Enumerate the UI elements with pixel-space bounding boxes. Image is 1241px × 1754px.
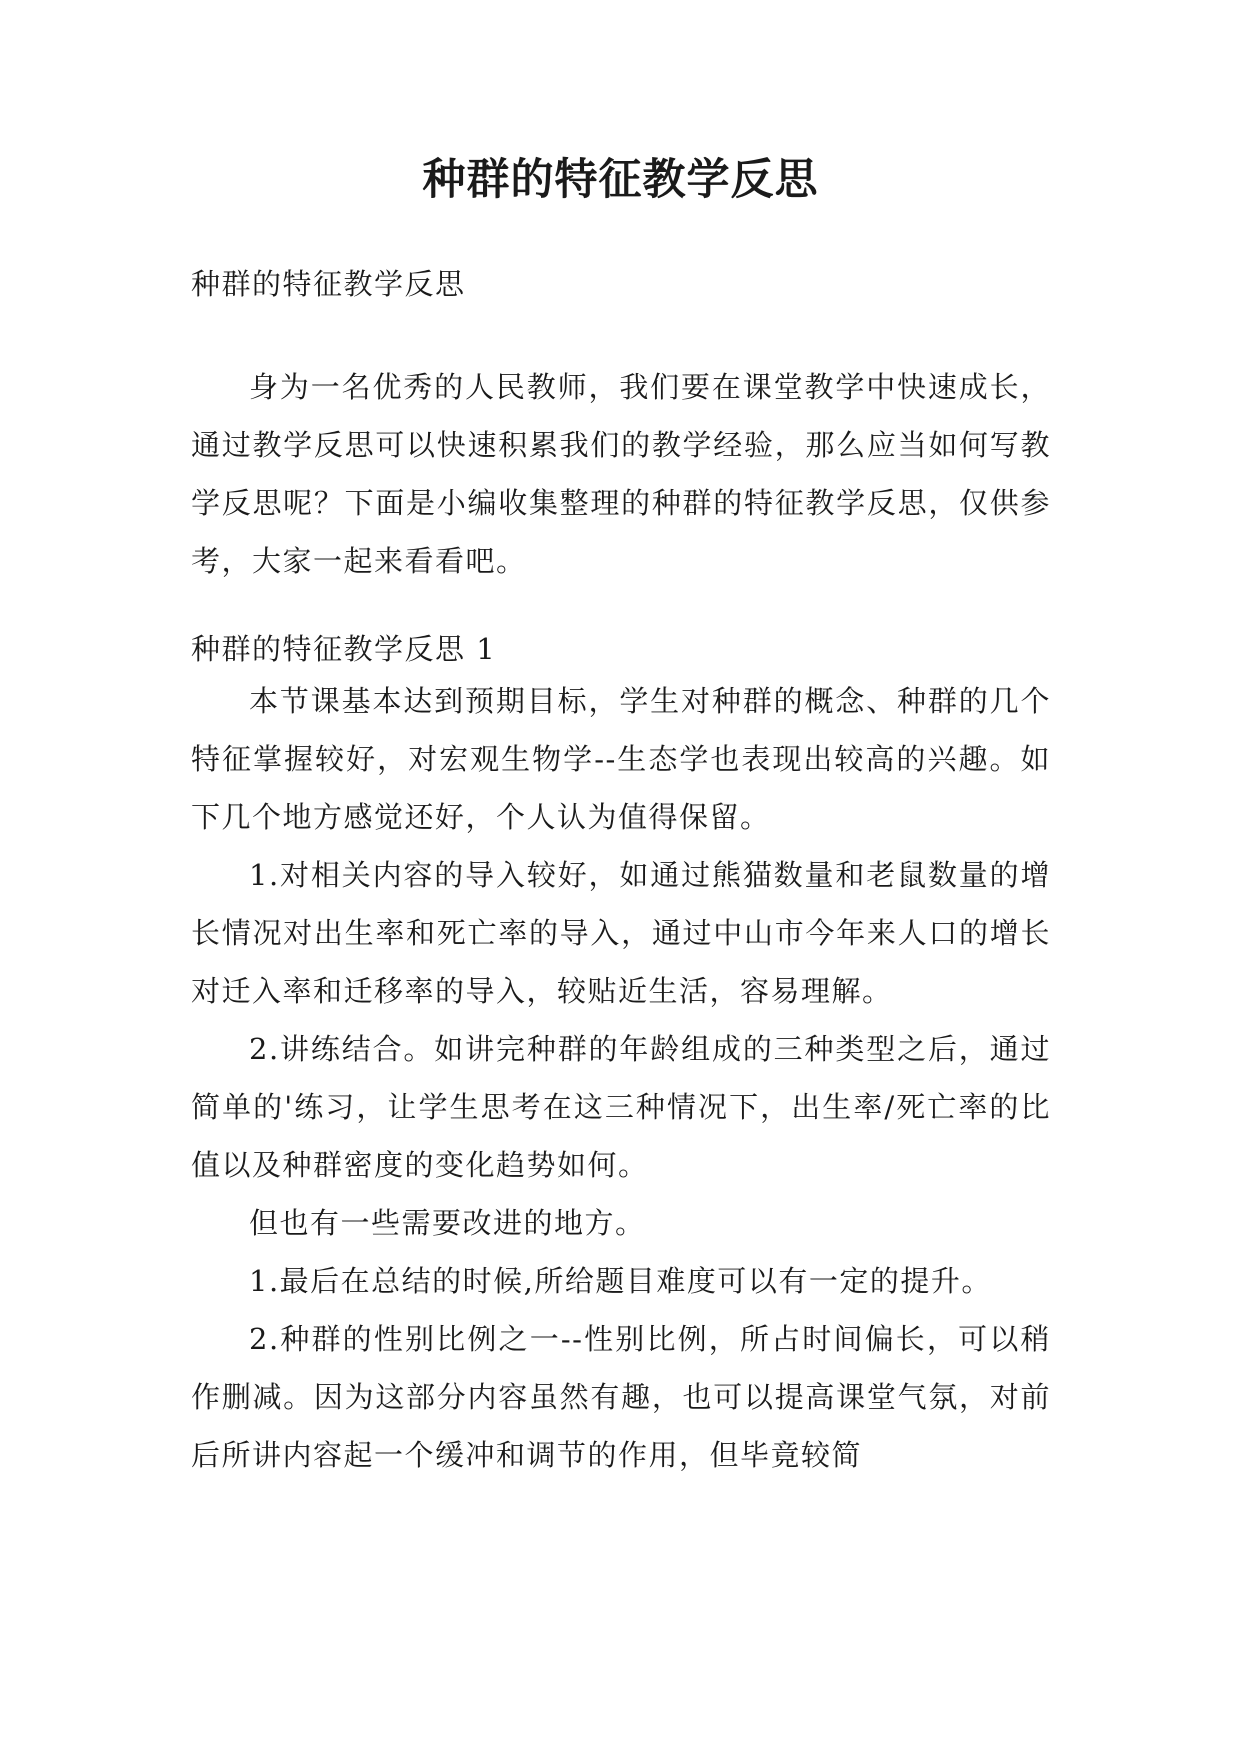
paragraph: 1.对相关内容的导入较好，如通过熊猫数量和老鼠数量的增长情况对出生率和死亡率的导入，通过中山市今年来人口的增长对迁入率和迁移率的导入，较贴近生活，容易理解。 [191, 858, 1051, 1008]
paragraph: 2.讲练结合。如讲完种群的年龄组成的三种类型之后，通过简单的'练习，让学生思考在这三种情况下，出生率/死亡率的比值以及种群密度的变化趋势如何。 [191, 1032, 1051, 1182]
document-subtitle: 种群的特征教学反思 [191, 267, 466, 301]
paragraph: 但也有一些需要改进的地方。 [249, 1206, 646, 1240]
section-heading: 种群的特征教学反思 1 [191, 632, 497, 666]
paragraph: 1.最后在总结的时候,所给题目难度可以有一定的提升。 [249, 1264, 992, 1298]
intro-paragraph: 身为一名优秀的人民教师，我们要在课堂教学中快速成长，通过教学反思可以快速积累我们的教学经验，那么应当如何写教学反思呢？下面是小编收集整理的种群的特征教学反思，仅供参考，大家一起来看看吧。 [191, 370, 1051, 578]
paragraph: 2.种群的性别比例之一--性别比例，所占时间偏长，可以稍作删减。因为这部分内容虽然有趣，也可以提高课堂气氛，对前后所讲内容起一个缓冲和调节的作用，但毕竟较简 [191, 1322, 1051, 1472]
paragraph: 本节课基本达到预期目标，学生对种群的概念、种群的几个特征掌握较好，对宏观生物学--生态学也表现出较高的兴趣。如下几个地方感觉还好，个人认为值得保留。 [191, 684, 1051, 834]
document-title: 种群的特征教学反思 [422, 155, 819, 205]
